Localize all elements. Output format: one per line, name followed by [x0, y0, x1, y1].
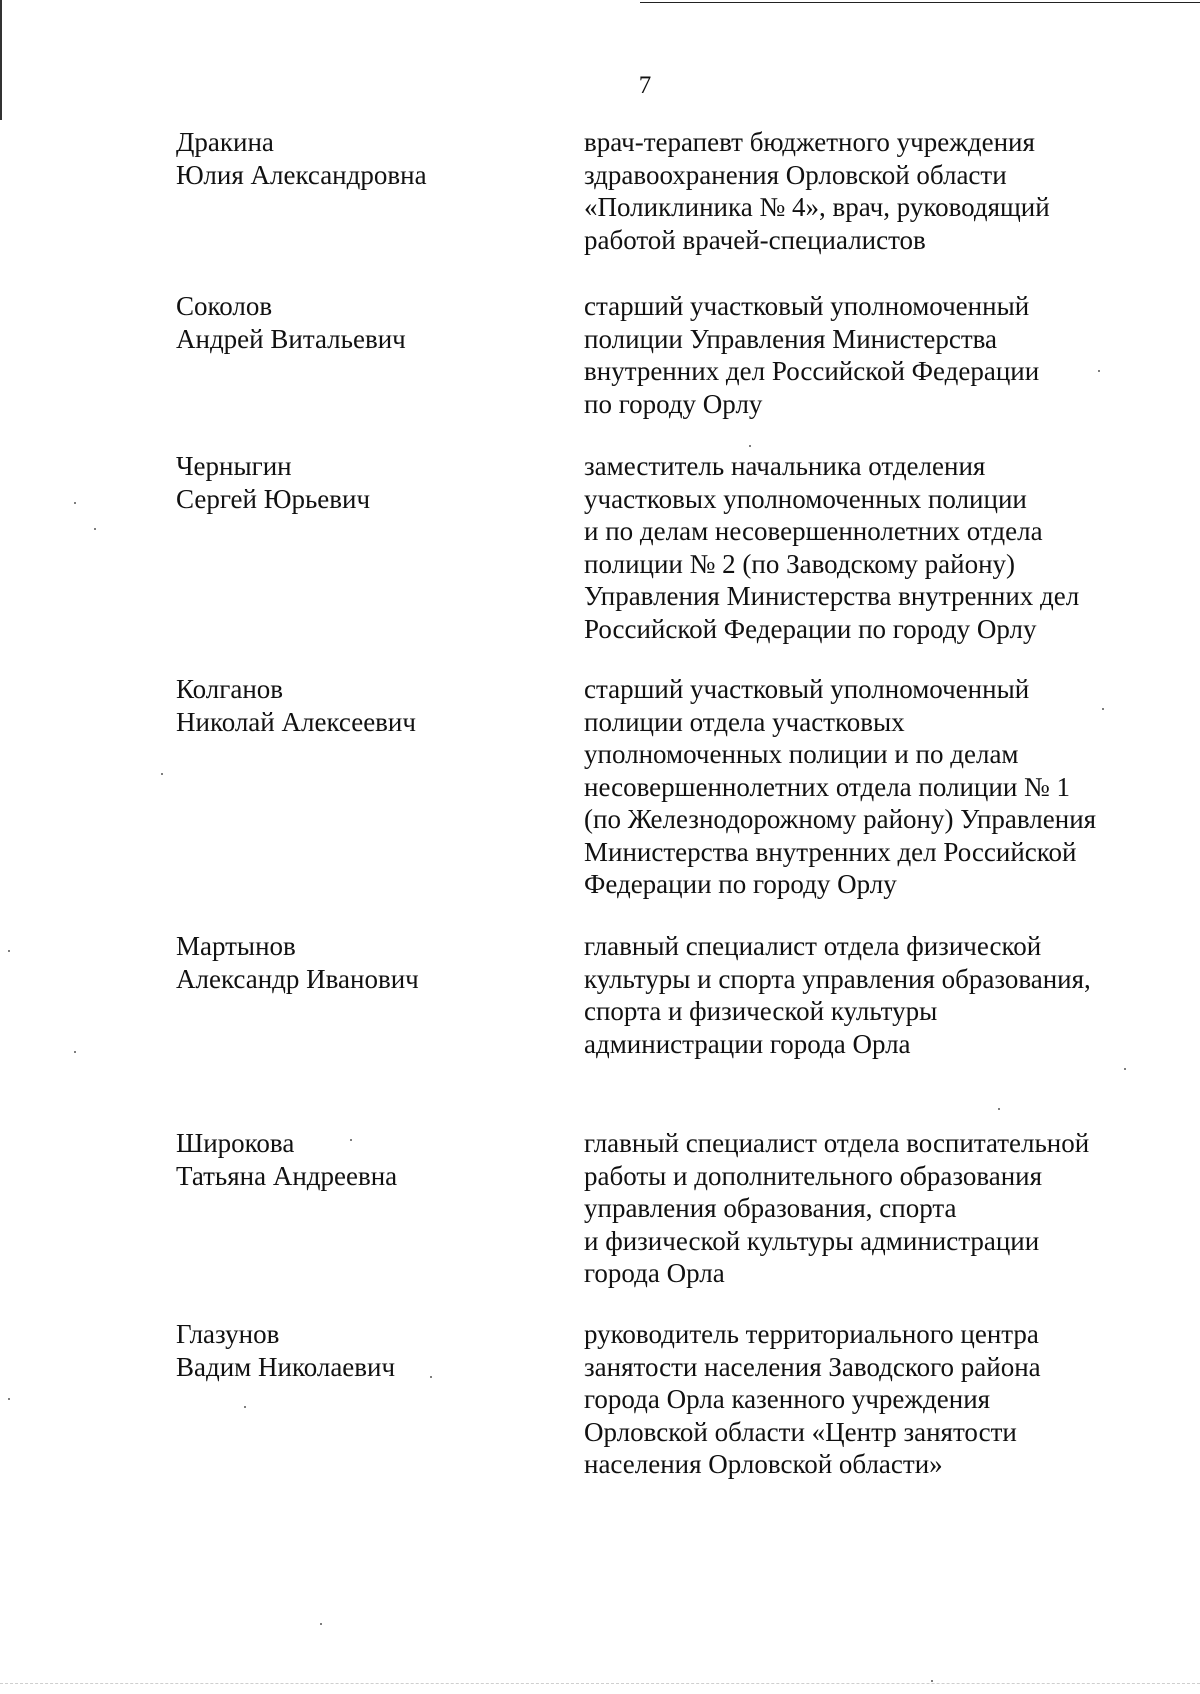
position-line: полиции отдела участковых — [584, 706, 905, 737]
member-position — [584, 673, 1096, 901]
member-given-names: Юлия Александровна — [176, 159, 427, 190]
member-position — [584, 450, 1079, 645]
scan-speck — [749, 445, 751, 447]
member-given-names: Сергей Юрьевич — [176, 483, 371, 514]
position-line: заместитель начальника отделения — [584, 451, 986, 481]
member-surname: Глазунов — [176, 1319, 280, 1349]
member-surname: Черныгин — [176, 451, 292, 481]
position-line: главный специалист отдела воспитательной — [584, 1128, 1090, 1158]
position-line: города Орла — [584, 1258, 725, 1288]
scan-speck — [350, 1139, 352, 1141]
member-given-names: Вадим Николаевич — [176, 1351, 396, 1382]
scan-speck — [998, 1108, 1000, 1110]
position-line: управления образования, спорта — [584, 1193, 957, 1223]
position-line: спорта и физической культуры — [584, 996, 938, 1026]
scan-speck — [320, 1623, 322, 1625]
member-name — [176, 930, 419, 995]
position-line: Орловской области «Центр занятости — [584, 1416, 1017, 1447]
position-line: несовершеннолетних отдела полиции № 1 — [584, 771, 1071, 802]
scan-speck — [1098, 370, 1100, 372]
position-line: главный специалист отдела физической — [584, 931, 1042, 961]
position-line: работой врачей-специалистов — [584, 224, 926, 255]
position-line: города Орла казенного учреждения — [584, 1384, 991, 1414]
scan-top-rule — [640, 2, 1200, 3]
scan-speck — [1102, 708, 1104, 710]
position-line: (по Железнодорожному району) Управления — [584, 804, 1097, 834]
scan-bottom-noise — [0, 1683, 1200, 1685]
member-surname: Мартынов — [176, 931, 296, 961]
scan-left-edge — [0, 0, 2, 120]
position-line: руководитель территориального центра — [584, 1319, 1039, 1349]
scan-speck — [8, 1398, 10, 1400]
page-number: 7 — [638, 72, 652, 99]
member-surname: Колганов — [176, 674, 284, 704]
position-line: занятости населения Заводского района — [584, 1351, 1041, 1382]
position-line: населения Орловской области» — [584, 1449, 943, 1479]
position-line: и физической культуры администрации — [584, 1225, 1040, 1256]
member-position — [584, 290, 1039, 420]
member-name — [176, 450, 370, 515]
member-surname: Дракина — [176, 127, 274, 157]
position-line: Управления Министерства внутренних дел — [584, 581, 1080, 611]
scan-speck — [430, 1376, 432, 1378]
scan-speck — [94, 528, 96, 530]
member-name — [176, 1318, 395, 1383]
position-line: полиции Управления Министерства — [584, 323, 997, 354]
position-line: участковых уполномоченных полиции — [584, 483, 1027, 514]
position-line: культуры и спорта управления образования, — [584, 963, 1091, 994]
scan-speck — [8, 950, 10, 952]
position-line: Российской Федерации по городу Орлу — [584, 613, 1037, 644]
member-surname: Соколов — [176, 291, 273, 321]
member-given-names: Николай Алексеевич — [176, 706, 416, 737]
scan-speck — [1124, 1068, 1126, 1070]
member-name — [176, 126, 427, 191]
member-name — [176, 290, 406, 355]
position-line: старший участковый уполномоченный — [584, 674, 1030, 704]
member-given-names: Татьяна Андреевна — [176, 1160, 398, 1191]
scan-speck — [931, 1680, 933, 1682]
member-given-names: Александр Иванович — [176, 963, 419, 994]
member-name — [176, 1127, 397, 1192]
position-line: полиции № 2 (по Заводскому району) — [584, 548, 1016, 579]
position-line: здравоохранения Орловской области — [584, 159, 1007, 190]
scan-speck — [74, 502, 76, 504]
member-position — [584, 126, 1050, 256]
position-line: и по делам несовершеннолетних отдела — [584, 516, 1043, 546]
member-given-names: Андрей Витальевич — [176, 323, 406, 354]
member-position — [584, 1318, 1041, 1481]
scan-speck — [244, 1406, 246, 1408]
position-line: работы и дополнительного образования — [584, 1160, 1043, 1191]
member-surname: Широкова — [176, 1128, 295, 1158]
position-line: внутренних дел Российской Федерации — [584, 356, 1040, 386]
member-name — [176, 673, 416, 738]
position-line: старший участковый уполномоченный — [584, 291, 1030, 321]
position-line: врач-терапевт бюджетного учреждения — [584, 127, 1035, 157]
position-line: уполномоченных полиции и по делам — [584, 739, 1019, 769]
member-position — [584, 1127, 1089, 1290]
member-position — [584, 930, 1091, 1060]
scan-speck — [74, 1051, 76, 1053]
position-line: по городу Орлу — [584, 388, 763, 419]
position-line: Министерства внутренних дел Российской — [584, 836, 1077, 867]
position-line: «Поликлиника № 4», врач, руководящий — [584, 192, 1050, 222]
scan-speck — [161, 773, 163, 775]
position-line: администрации города Орла — [584, 1028, 911, 1059]
position-line: Федерации по городу Орлу — [584, 869, 897, 899]
